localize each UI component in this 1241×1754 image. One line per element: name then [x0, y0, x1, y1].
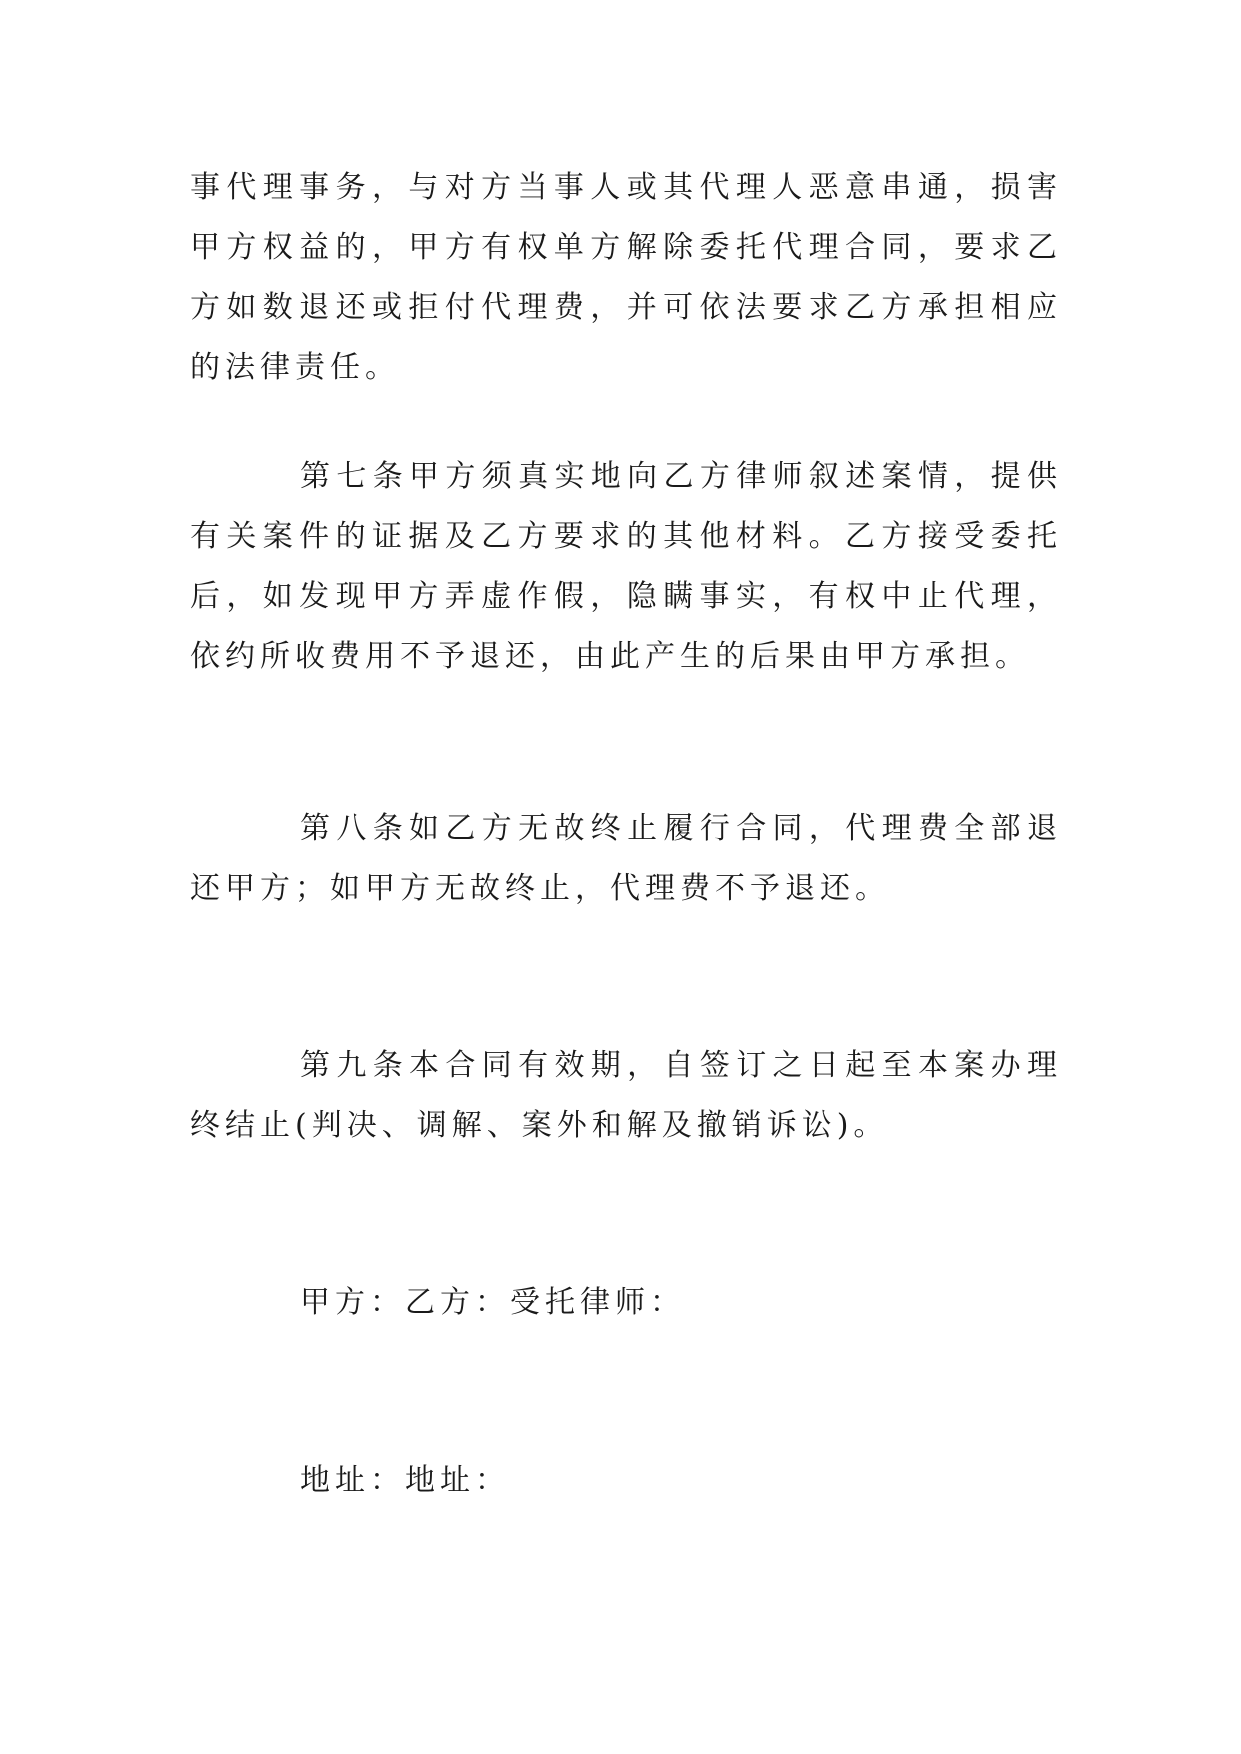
paragraph-clause-8: 第八条如乙方无故终止履行合同，代理费全部退还甲方；如甲方无故终止，代理费不予退还。: [190, 811, 1062, 906]
signature-parties-line: 甲方：乙方：受托律师：: [300, 1285, 685, 1320]
paragraph-clause-6-continued: 事代理事务，与对方当事人或其代理人恶意串通，损害甲方权益的，甲方有权单方解除委托代理合同，要求乙方如数退还或拒付代理费，并可依法要求乙方承担相应的法律责任。: [190, 170, 1062, 385]
paragraph-clause-7: 第七条甲方须真实地向乙方律师叙述案情，提供有关案件的证据及乙方要求的其他材料。乙方接受委托后，如发现甲方弄虚作假，隐瞒事实，有权中止代理，依约所收费用不予退还，由此产生的后果由甲方承担。: [190, 459, 1062, 674]
paragraph-clause-9: 第九条本合同有效期，自签订之日起至本案办理终结止(判决、调解、案外和解及撤销诉讼)。: [190, 1048, 1062, 1143]
address-line: 地址：地址：: [300, 1463, 510, 1498]
